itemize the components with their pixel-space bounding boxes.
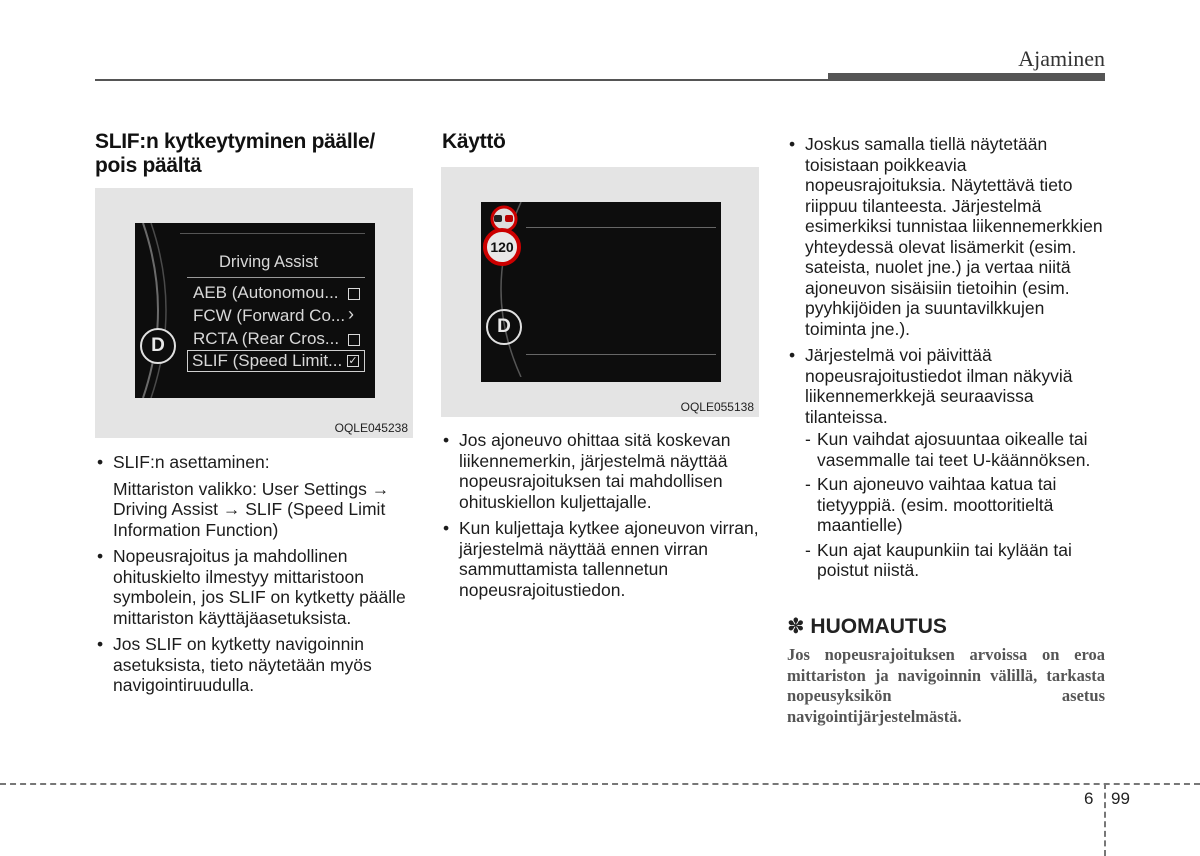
gear-letter: D [497, 316, 511, 337]
gear-letter: D [151, 335, 165, 356]
bullet-text: Joskus samalla tiellä näytetään toisistaan poikkeavia nopeusrajoituksia. Näytettävä tieto riippuu tilanteesta. Järjestelmä esimerkiksi tunnistaa liikennemerkkien yhteydessä olevat lisämerkit (esim. sateista, nuolet jne.) ja vertaa niitä ajoneuvon sisäisiin tietoihin (esim. pyyhkijöiden ja suuntavilkkujen toiminta jne.). [805, 134, 1103, 339]
footer-dashed-divider [1104, 783, 1106, 856]
cluster-display [135, 223, 375, 398]
dash-list [805, 429, 1105, 581]
heading-usage: Käyttö [442, 130, 506, 153]
menu-item-rcta[interactable] [193, 329, 339, 349]
bullet-text: Kun kuljettaja kytkee ajoneuvon virran, järjestelmä näyttää ennen virran sammuttamista tallennetun nopeusrajoitustiedon. [459, 518, 759, 600]
speed-limit-value: 120 [490, 239, 514, 255]
section-title: Ajaminen [1018, 46, 1105, 71]
speed-limit-sign-icon [483, 228, 521, 266]
bullet-text: Nopeusrajoitus ja mahdollinen ohituskielto ilmestyy mittaristoon symbolein, jos SLIF on kytketty päälle mittariston käyttäjäasetuksista. [113, 546, 406, 628]
menu-item-label: AEB (Autonomou... [193, 283, 339, 302]
bullet-list-col3 [787, 134, 1105, 587]
list-item [441, 430, 759, 512]
figure-code: OQLE045238 [334, 421, 408, 435]
list-item [95, 452, 413, 540]
page-number: 99 [1111, 789, 1130, 808]
menu-item-label: SLIF (Speed Limit... [192, 351, 343, 370]
bullet-text: Järjestelmä voi päivittää nopeusrajoitustiedot ilman näkyviä liikennemerkkejä seuraavissa tilanteissa. [805, 345, 1073, 427]
dash-item: - Kun ajat kaupunkiin tai kylään tai poistut niistä. [805, 540, 1105, 581]
footer-dashed-rule [0, 783, 1200, 785]
menu-title-rule [187, 277, 365, 278]
figure-code: OQLE055138 [680, 400, 754, 414]
gear-indicator [486, 309, 522, 345]
bullet-list-col2 [441, 430, 759, 606]
header-bar [828, 73, 1105, 81]
dash-item: - Kun ajoneuvo vaihtaa katua tai tietyyppiä. (esim. moottoritieltä maantielle) [805, 474, 1105, 536]
list-item [441, 518, 759, 600]
menu-item-fcw[interactable] [193, 306, 345, 326]
heading-slif-toggle [95, 130, 415, 178]
chevron-right-icon[interactable]: › [348, 304, 354, 324]
checkbox-checked-icon[interactable]: ✓ [348, 355, 358, 367]
bullet-list-col1 [95, 452, 413, 702]
list-item [95, 546, 413, 628]
settings-path: Mittariston valikko: User Settings → Driving Assist → SLIF (Speed Limit Information Function) [113, 478, 390, 540]
menu-title: Driving Assist [219, 253, 319, 271]
menu-item-label: FCW (Forward Co... [193, 306, 346, 325]
menu-item-aeb[interactable] [193, 283, 339, 303]
gear-indicator [140, 328, 176, 364]
note-heading: ✽ HUOMAUTUS [787, 615, 947, 638]
menu-item-label: RCTA (Rear Cros... [193, 329, 340, 348]
chapter-number: 6 [1084, 789, 1094, 808]
list-item [787, 345, 1105, 581]
list-item [787, 134, 1105, 339]
figure-cluster-menu [95, 188, 413, 438]
heading-line: pois päältä [95, 154, 202, 177]
menu-item-slif-selected[interactable] [187, 350, 365, 372]
menu-top-rule [180, 233, 365, 234]
note-text: Jos nopeusrajoituksen arvoissa on eroa mittariston ja navigoinnin välillä, tarkasta nopeusyksikön asetus navigointijärjestelmästä. [787, 645, 1105, 726]
heading-line: SLIF:n kytkeytyminen päälle/ [95, 130, 375, 153]
bullet-text: Jos SLIF on kytketty navigoinnin asetuksista, tieto näytetään myös navigointiruudulla. [113, 634, 372, 695]
dash-item: - Kun vaihdat ajosuuntaa oikealle tai vasemmalle tai teet U-käännöksen. [805, 429, 1105, 470]
checkbox-unchecked-icon[interactable] [348, 288, 360, 300]
bullet-text: SLIF:n asettaminen: [113, 452, 270, 472]
figure-speed-limit-display [441, 167, 759, 417]
list-item [95, 634, 413, 696]
checkbox-unchecked-icon[interactable] [348, 334, 360, 346]
display-bottom-rule [526, 354, 716, 355]
bullet-text: Jos ajoneuvo ohittaa sitä koskevan liikennemerkin, järjestelmä näyttää nopeusrajoituksen tai mahdollisen ohituskiellon kuljettajalle. [459, 430, 731, 512]
display-top-rule [526, 227, 716, 228]
cluster-display [481, 202, 721, 382]
